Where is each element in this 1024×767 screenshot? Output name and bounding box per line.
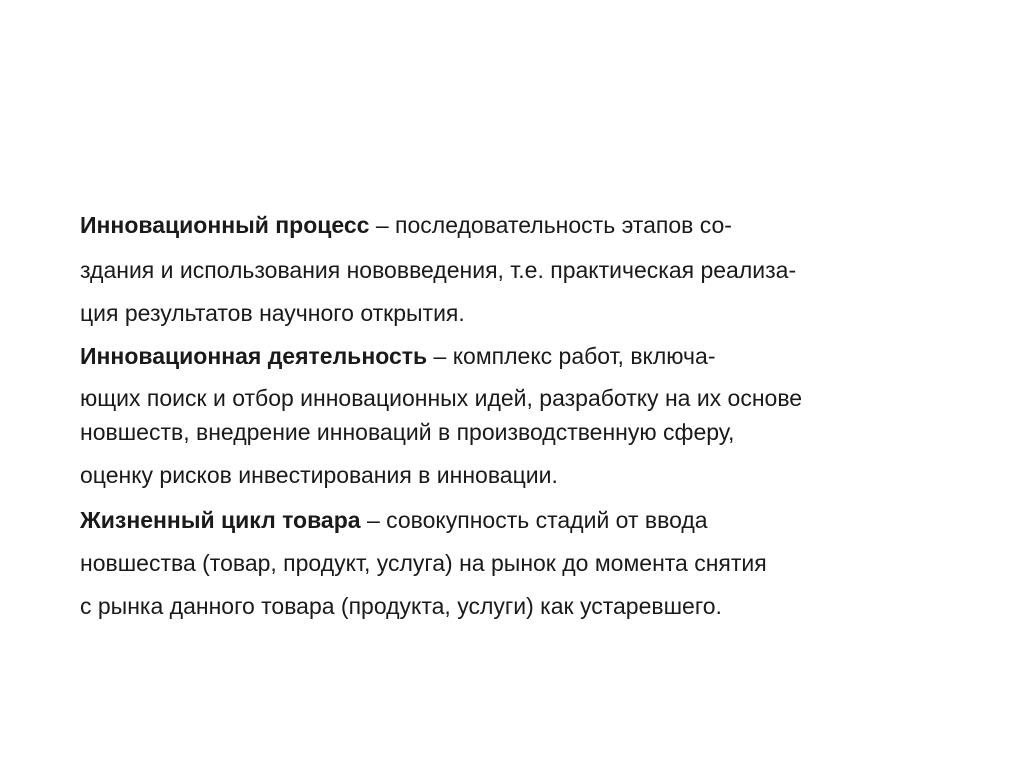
definition-text: ющих поиск и отбор инновационных идей, разработку на их основе — [80, 385, 803, 411]
text-line — [80, 342, 715, 370]
term-innovation-activity: Инновационная деятельность — [80, 343, 428, 369]
text-line — [80, 461, 558, 489]
text-line — [80, 384, 802, 412]
definition-text: оценку рисков инвестирования в инновации. — [80, 462, 558, 488]
text-line — [80, 549, 767, 577]
definition-text: – последовательность этапов со- — [369, 212, 732, 238]
definition-text: новшеств, внедрение инноваций в производственную сферу, — [80, 419, 735, 445]
definition-text: – совокупность стадий от ввода — [360, 507, 708, 533]
text-line — [80, 256, 796, 284]
definition-text: с рынка данного товара (продукта, услуги) как устаревшего. — [80, 593, 722, 619]
text-line — [80, 211, 732, 239]
text-line — [80, 418, 734, 446]
term-innovation-process: Инновационный процесс — [80, 212, 370, 238]
text-line — [80, 592, 722, 620]
definition-text: ция результатов научного открытия. — [80, 300, 465, 326]
definition-text: новшества (товар, продукт, услуга) на рынок до момента снятия — [80, 550, 767, 576]
text-line — [80, 299, 465, 327]
text-line — [80, 506, 708, 534]
term-product-life-cycle: Жизненный цикл товара — [80, 507, 361, 533]
definition-text: здания и использования нововведения, т.е. практическая реализа- — [80, 257, 797, 283]
definition-text: – комплекс работ, включа- — [427, 343, 716, 369]
